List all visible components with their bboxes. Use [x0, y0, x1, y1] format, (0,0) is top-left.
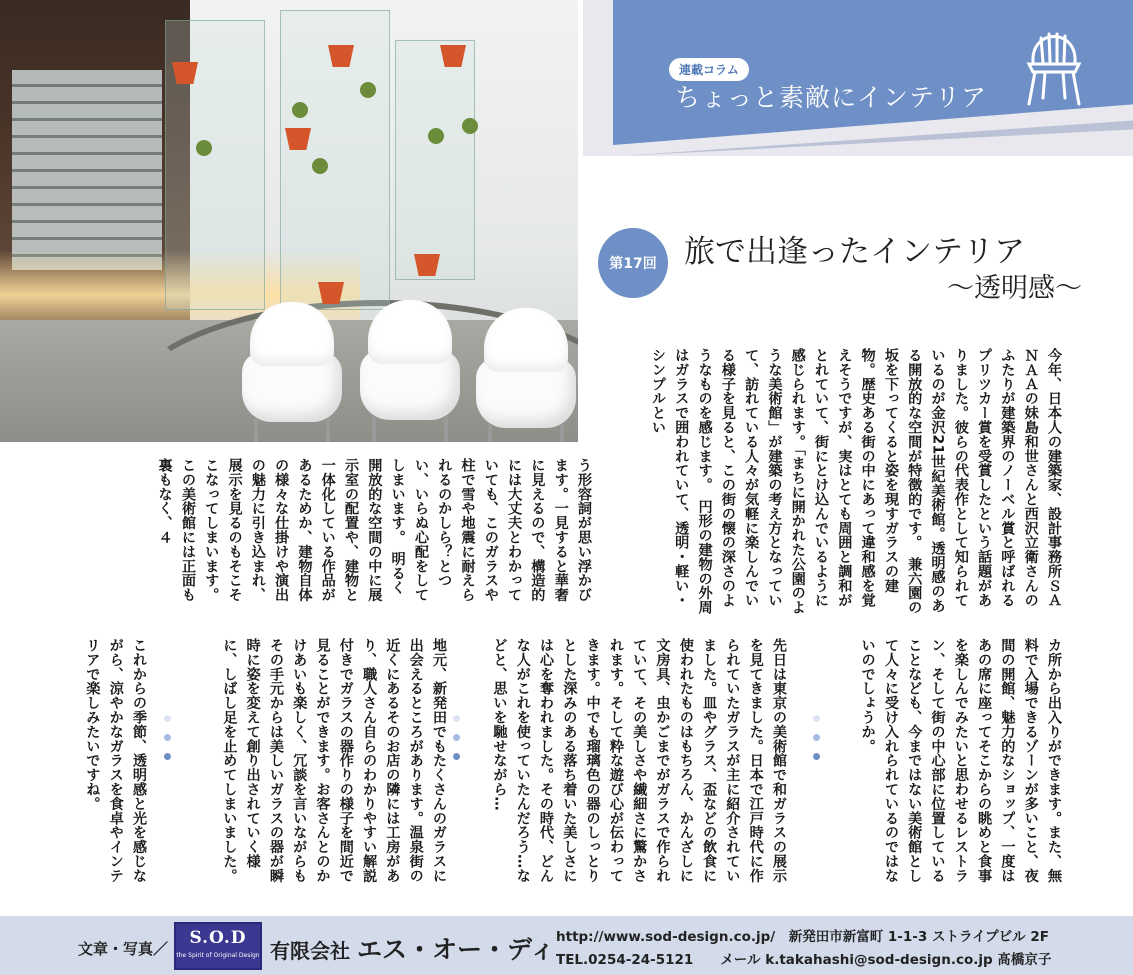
photo-moss-ball [312, 158, 328, 174]
photo-glass-case [395, 40, 475, 280]
photo-moss-ball [360, 82, 376, 98]
footer [0, 916, 1133, 975]
photo-chair [476, 358, 576, 428]
article-text-block: 地元、新発田でもたくさんのガラスに出会えるところがあります。温泉街の近くにあるそのお店の隣には工房があり、職人さん自らのわかりやすい解説付きでガラスの器作りの様子を間近で見ることができます。お客さんとのかけあいも楽しく、冗談を言いながらもその手元からは美しいガラスの器が瞬時に姿を変えて創り出されていく様に、しばし足を止めてしまいました。 [221, 638, 447, 883]
company-name [270, 930, 555, 966]
photo-chair [360, 350, 460, 420]
article-photo [0, 0, 578, 442]
chair-icon [1023, 18, 1085, 108]
section-divider-dots [811, 715, 821, 772]
photo-shelf [12, 70, 162, 270]
column-title: ちょっと素敵にインテリア [675, 83, 988, 112]
article-text-block: 先日は東京の美術館で和ガラスの展示を見てきました。日本で江戸時代に作られていたガラスが主に紹介されていました。皿やグラス、盃などの飲食に使われたものはもちろん、かんざしに文房具、虫かごまでがガラスで作られていて、その美しさや繊細さに驚かされます。そして粋な遊び心が伝わってきます。中でも瑠璃色の器のしっとりとした深みのある落ち着いた美しさには心を奪われました。その時代、どんな人がこれを使っていたんだろう…などと、思いを馳せながら… [491, 638, 787, 883]
article-title: 旅で出逢ったインテリア [684, 234, 1025, 270]
article-text-block: カ所から出入りができます。また、無料で入場できるゾーンが多いこと、夜間の開館、魅力的なショップ、一度はあの席に座ってそこからの眺めと食事を楽しんでみたいと思わせるレストラン、そして街の中心部に位置していることなども、今まではない美術館として人々に受け入れられているのではないのでしょうか。 [859, 638, 1062, 883]
photo-moss-ball [292, 102, 308, 118]
photo-chair [242, 352, 342, 422]
article-subtitle: 〜透明感〜 [947, 273, 1082, 304]
section-divider-dots [162, 715, 172, 772]
article-text-block: これからの季節、透明感と光を感じながら、涼やかなガラスを食卓やインテリアで楽しみたいですね。 [84, 638, 147, 883]
photo-moss-ball [428, 128, 444, 144]
issue-number-badge: 第17回 [598, 228, 668, 298]
company-brand: エス・オー・ディ [356, 935, 555, 964]
article-text-block: う形容詞が思い浮かびます。一見すると華奢に見えるので、構造的には大丈夫とわかっていても、このガラスや柱で雪や地震に耐えられるのかしら？とつい、いらぬ心配をしてしまいます。 明るく開放的な空間の中に展示室の配置や、建物と一体化している作品があるためか、建物自体の様々な仕掛けや演出の魅力に引き込まれ、展示を見るのもそこそこなってしまいます。 この美術館には正面も裏もなく、４ [156, 458, 592, 610]
column-banner [583, 0, 1133, 156]
photo-moss-ball [462, 118, 478, 134]
credit-label: 文章・写真／ [78, 940, 169, 958]
logo-text: S.O.D [189, 928, 247, 948]
company-prefix: 有限会社 [270, 939, 350, 963]
section-divider-dots [451, 715, 461, 772]
footer-contact[interactable]: TEL.0254-24-5121 メール k.takahashi@sod-design.co.jp 髙橋京子 [556, 952, 1052, 968]
photo-moss-ball [196, 140, 212, 156]
company-logo [174, 922, 262, 970]
footer-url-address[interactable]: http://www.sod-design.co.jp/ 新発田市新富町 1-1-3 ストライプビル 2F [556, 929, 1050, 945]
article-text-block: 今年、日本人の建築家、設計事務所ＳＡＮＡＡの妹島和世さんと西沢立衛さんのふたりが建築界のノーベル賞と呼ばれるプリツカー賞を受賞したという話題がありました。彼らの代表作として知られているのが金沢21世紀美術館。透明感のある開放的な空間が特徴的です。 兼六園の坂を下ってくると姿を現すガラスの建物。歴史ある街の中にあって違和感を覚えそうですが、実はとても周囲と調和がとれていて、街にとけ込んでいるように感じられます。「まちに開かれた公園のような美術館」が建築の考え方となっていて、訪れている人々が気軽に楽しんでいる様子を見ると、この街の懐の深さのようなものを感じます。 円形の建物の外周はガラスで囲われていて、透明・軽い・シンプルとい [649, 348, 1062, 615]
logo-tagline: the Spirit of Original Design [176, 952, 260, 959]
series-badge: 連載コラム [669, 58, 749, 81]
